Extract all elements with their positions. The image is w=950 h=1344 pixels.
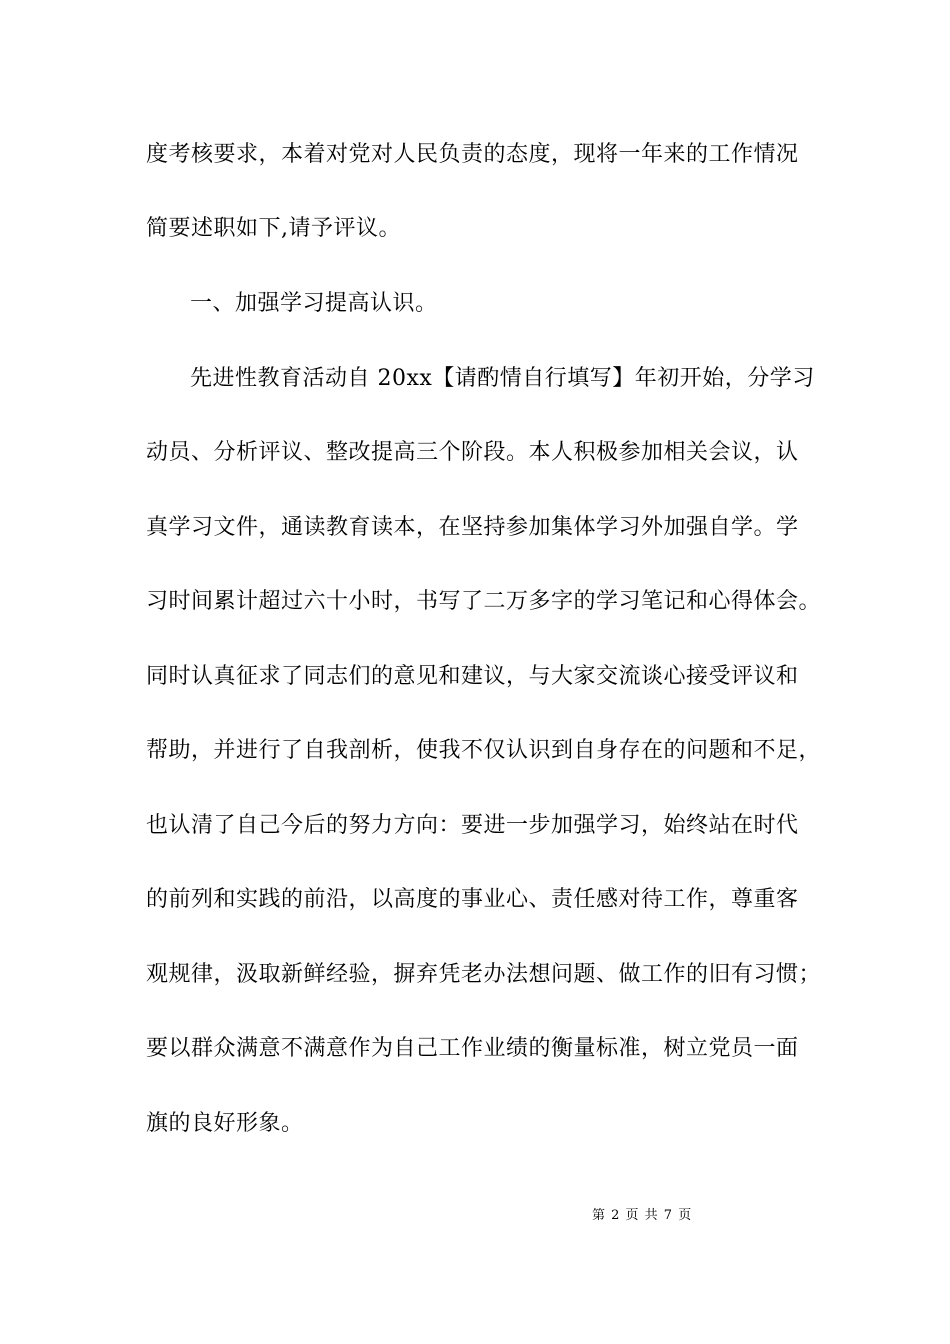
text-line-7: 习时间累计超过六十小时，书写了二万多字的学习笔记和心得体会。: [146, 589, 822, 614]
text-line-6: 真学习文件，通读教育读本，在坚持参加集体学习外加强自学。学: [146, 515, 799, 540]
text-line-1: 度考核要求，本着对党对人民负责的态度，现将一年来的工作情况: [146, 142, 799, 167]
text-line-4: 先进性教育活动自 20xx【请酌情自行填写】年初开始，分学习: [190, 366, 815, 391]
page-number: 第 2 页 共 7 页: [592, 1208, 693, 1223]
text-line-11: 的前列和实践的前沿，以高度的事业心、责任感对待工作，尊重客: [146, 887, 799, 912]
text-line-12: 观规律，汲取新鲜经验，摒弃凭老办法想问题、做工作的旧有习惯；: [146, 962, 822, 987]
text-line-5: 动员、分析评议、整改提高三个阶段。本人积极参加相关会议，认: [146, 440, 799, 465]
text-line-13: 要以群众满意不满意作为自己工作业绩的衡量标准，树立党员一面: [146, 1036, 799, 1061]
text-line-9: 帮助，并进行了自我剖析，使我不仅认识到自身存在的问题和不足，: [146, 738, 822, 763]
text-line-8: 同时认真征求了同志们的意见和建议，与大家交流谈心接受评议和: [146, 664, 799, 689]
text-line-14: 旗的良好形象。: [146, 1111, 304, 1136]
section-heading: 一、加强学习提高认识。: [190, 291, 438, 316]
text-line-2: 简要述职如下,请予评议。: [146, 216, 401, 241]
text-line-10: 也认清了自己今后的努力方向：要进一步加强学习，始终站在时代: [146, 813, 799, 838]
